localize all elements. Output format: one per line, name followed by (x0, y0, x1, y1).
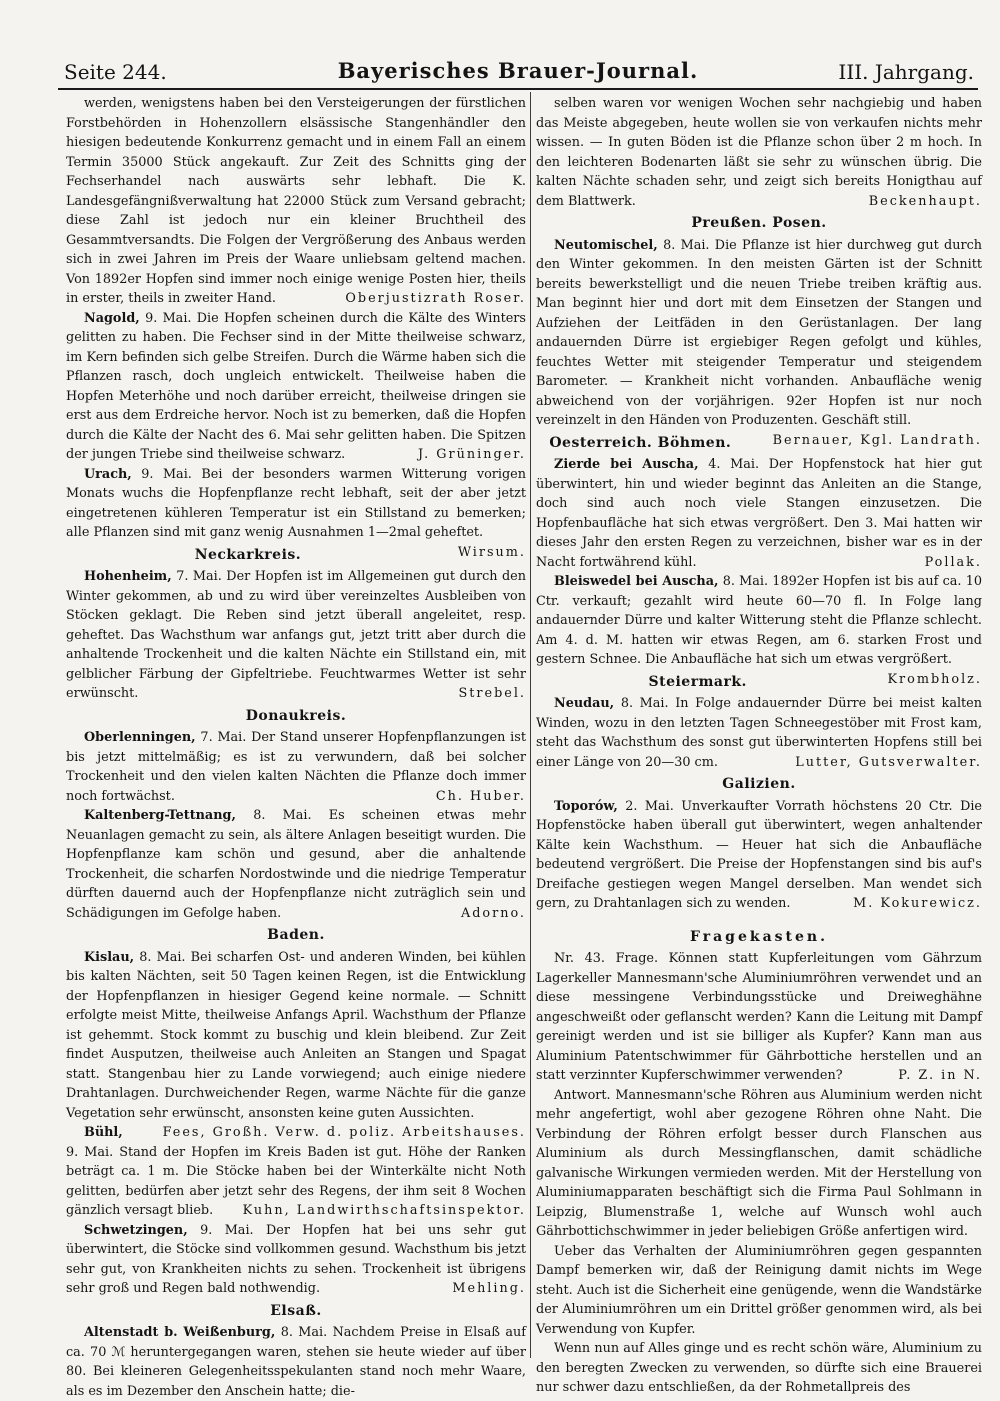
section-heading: Galizien. (722, 776, 796, 792)
report-paragraph (66, 309, 526, 465)
place-name: Oberlenningen, (84, 730, 196, 745)
report-paragraph (66, 567, 526, 704)
signature: Wirsum. (457, 544, 526, 560)
right-column (536, 94, 983, 1395)
signature: Adorno. (460, 905, 526, 921)
journal-title: Bayerisches Brauer-Journal. (337, 58, 699, 83)
paragraph-text: 8. Mai. In Folge andauernder Dürre bei meist kalten Winden, wozu in den letzten Tagen Schneegestöber mit Frost kam, steht das Wachsthum des sonst gut überwinterten Hopfens still bei einer Länge von 20—30 cm. (536, 696, 982, 770)
report-paragraph (536, 797, 982, 914)
signature: Strebel. (458, 686, 526, 701)
signature: Oberjustizrath Roser. (345, 291, 526, 306)
paragraph-text: 8. Mai. Nachdem Preise in Elsaß auf ca. 70 ℳ heruntergegangen waren, stehen sie heute wieder auf über 80. Bei kleineren Gelegenheitsspekulanten stand noch mehr Waare, als es im Dezember den Anschein hatte; die- (66, 1325, 526, 1399)
page-number: Seite 244. (64, 60, 167, 84)
place-name: Toporów, (554, 798, 618, 814)
left-column (66, 94, 527, 1399)
signature: Lutter, Gutsverwalter. (795, 754, 982, 770)
paragraph-text: 8. Mai. 1892er Hopfen ist bis auf ca. 10 Ctr. verkauft; gezahlt wird heute 60—70 fl. In Folge lang andauernder Dürre und kalter Witterung steht die Pflanze schlecht. Am 4. d. M. hatten wir etwas Regen, am 6. starken Frost und gestern Schnee. Die Anbaufläche hat sich um etwas vergrößert. (536, 574, 983, 667)
report-paragraph (66, 1323, 526, 1401)
text-paragraph (536, 949, 982, 1086)
place-name: Schwetzingen, (84, 1222, 188, 1238)
place-name: Kaltenberg-Tettnang, (84, 808, 236, 823)
paragraph-text: 9. Mai. Der Hopfen hat bei uns sehr gut überwintert, die Stöcke sind vollkommen gesund. Wachsthum bis jetzt sehr gut, von Krankheiten nichts zu sehen. Trockenheit ist übrigens sehr groß und Regen bald nothwendig. (66, 1222, 526, 1296)
place-name: Kislau, (84, 949, 135, 965)
paragraph-text: Ueber das Verhalten der Aluminiumröhren gegen gespannten Dampf bemerken wir, daß der Reinigung damit nichts im Wege steht. Auch ist die Sicherheit eine genügende, wenn die Wandstärke der Aluminiumröhren um ein Drittel größer genommen wird, als bei Verwendung von Kupfer. (536, 1243, 982, 1337)
section-heading: Donaukreis. (245, 707, 347, 724)
section-heading: Elsaß. (270, 1302, 322, 1319)
text-paragraph (536, 1086, 982, 1242)
place-name: Neudau, (554, 696, 615, 711)
place-name: Neutomischel, (554, 237, 658, 253)
report-paragraph (66, 806, 526, 923)
report-paragraph (66, 728, 526, 806)
place-name: Bleiswedel bei Auscha, (554, 574, 719, 589)
signature: P. Z. in N. (898, 1068, 982, 1083)
paragraph-text: selben waren vor wenigen Wochen sehr nachgiebig und haben das Meiste abgegeben, heute wollen sie von verkaufen nichts mehr wissen. — In guten Böden ist die Pflanze schon über 2 m hoch. In den leichteren Bodenarten läßt sie sehr zu wünschen übrig. Die kalten Nächte schaden sehr, und zeigt sich bereits Honigthau auf dem Blattwerk. (536, 96, 982, 209)
signature: J. Grüninger. (418, 447, 526, 462)
place-name: Bühl, (84, 1125, 123, 1140)
paragraph-text: Nr. 43. Frage. Können statt Kupferleitungen vom Gährzum Lagerkeller Mannesmann'sche Aluminiumröhren verwendet und an diese messingene Verbindungsstücke und Dreiweghähne angeschweißt oder geflanscht werden? Kann die Leitung mit Dampf gereinigt werden und ist sie billiger als Kupfer? Kann man aus Aluminium Patentschwimmer für Gährbottiche herstellen und an statt verzinnter Kupferschwimmer verwenden? (536, 951, 982, 1083)
paragraph-text: 4. Mai. Der Hopfenstock hat hier gut überwintert, hin und wieder beginnt das Anleiten an die Stange, doch sind auch noch viele Stangen einzusetzen. Die Hopfenbaufläche hat sich etwas vergrößert. Den 3. Mai hatten wir dieses Jahr den ersten Regen zu verzeichnen, bisher war es in der Nacht fortwährend kühl. (536, 457, 982, 570)
paragraph-text: 8. Mai. Bei scharfen Ost- und anderen Winden, bei kühlen bis kalten Nächten, seit 50 Tagen keinen Regen, ist die Entwicklung der Hopfenpflanzen in hiesiger Gegend keine normale. — Schnitt erfolgte meist Mitte, theilweise Anfangs April. Wachsthum der Pflanze ist gehemmt. Stock kommt zu buschig und klein bleibend. Zur Zeit findet Ausputzen, theilweise auch Anleiten an Stangen und Spagat statt. Stangenbau hier zu Lande vorwiegend; auch einige niedere Drahtanlagen. Durchweichender Regen, warme Nächte für die ganze Vegetation sehr erwünscht, ansonsten keine guten Aussichten. (66, 949, 526, 1121)
paragraph-text: 8. Mai. Es scheinen etwas mehr Neuanlagen gemacht zu sein, als ältere Anlagen beseitigt wurden. Die Hopfenpflanze kam schön und gesund, aber die anhaltende Trockenheit, die scharfen Nordostwinde und die niedrige Temperatur dürften dauernd auch der Hopfenpflanze nicht zuträglich sein und Schädigungen im Gefolge haben. (66, 808, 527, 921)
signature: Fees, Großh. Verw. d. poliz. Arbeitshauses. (162, 1125, 526, 1140)
place-name: Altenstadt b. Weißenburg, (84, 1325, 276, 1340)
paragraph-text: 9. Mai. Bei der besonders warmen Witterung vorigen Monats wuchs die Hopfenpflanze recht lebhaft, seit der aber jetzt eingetretenen kühleren Temperatur ist ein Stillstand zu bemerken; alle Pflanzen sind mit ganz wenig Ausnahmen 1—2mal geheftet. (66, 466, 526, 540)
section-heading: Steiermark. (648, 673, 747, 690)
text-paragraph (66, 94, 526, 309)
signature: M. Kokurewicz. (853, 896, 982, 911)
text-paragraph (536, 94, 982, 211)
paragraph-text: Wenn nun auf Alles ginge und es recht schön wäre, Aluminium zu den beregten Zwecken zu verwenden, so dürfte sich eine Brauerei nur schwer dazu entschließen, da der Rohmetallpreis des (536, 1341, 982, 1395)
text-paragraph (536, 1339, 982, 1398)
section-heading: Fragekasten. (690, 928, 828, 945)
paragraph-text: 9. Mai. Stand der Hopfen im Kreis Baden ist gut. Höhe der Ranken beträgt ca. 1 m. Die Stöcke haben bei der Winterkälte nicht Noth gelitten, bedürfen aber jetzt sehr des Regens, der ihm seit 8 Wochen gänzlich versagt blieb. (66, 1144, 526, 1218)
paragraph-text: 2. Mai. Unverkaufter Vorrath höchstens 20 Ctr. Die Hopfenstöcke haben überall gut überwintert, wegen anhaltender Kälte kein Wachsthum. — Heuer hat sich die Anbaufläche bedeutend vergrößert. Die Preise der Hopfenstangen sind bis auf's Dreifache gestiegen wegen Mangel derselben. Man wendet sich gern, zu Drahtanlagen sich zu wenden. (536, 798, 982, 911)
signature: Mehling. (452, 1281, 526, 1296)
page-header (58, 54, 978, 90)
report-paragraph (536, 694, 982, 772)
signature: Beckenhaupt. (868, 193, 982, 209)
signature: Bernauer, Kgl. Landrath. (772, 432, 982, 448)
signature: Pollak. (924, 554, 982, 570)
section-heading: Baden. (267, 927, 325, 943)
section-heading: Neckarkreis. (194, 546, 302, 563)
paragraph-text: 7. Mai. Der Hopfen ist im Allgemeinen gut durch den Winter gekommen, ab und zu wird über vereinzeltes Ausbleiben von Stöcken geklagt. Die Reben sind jetzt überall angeleitet, resp. geheftet. Das Wachsthum war anfangs gut, jetzt tritt aber durch die anhaltende Trockenheit und die kalten Nächte ein Stillstand ein, mit gelblicher Färbung der Gipfeltriebe. Feuchtwarmes Wetter ist sehr erwünscht. (66, 569, 526, 701)
signature: Ch. Huber. (435, 788, 526, 804)
paragraph-text: 9. Mai. Die Hopfen scheinen durch die Kälte des Winters gelitten zu haben. Die Fechser sind in der Mitte theilweise schwarz, im Kern befinden sich gelbe Streifen. Durch die Wärme haben sich die Pflanzen rasch, doch ungleich entwickelt. Theilweise haben die Hopfen Meterhöhe und noch darüber erreicht, theilweise dringen sie erst aus dem Erdreiche hervor. Noch ist zu bemerken, daß die Hopfen durch die Kälte der Nacht des 6. Mai sehr gelitten haben. Die Spitzen der jungen Triebe sind theilweise schwarz. (66, 310, 526, 462)
place-name: Urach, (84, 466, 132, 482)
column-divider (530, 92, 531, 1358)
place-name: Nagold, (84, 310, 140, 326)
volume-label: III. Jahrgang. (838, 60, 974, 84)
paragraph-text: 8. Mai. Die Pflanze ist hier durchweg gut durch den Winter gekommen. In den meisten Gärten ist der Schnitt bereits bewerkstelligt und die neuen Triebe treiben kräftig aus. Man beginnt hier und dort mit dem Einsetzen der Stangen und Aufziehen der Leitfäden in den Gerüstanlagen. Der lang andauernden Dürre ist ergiebiger Regen gefolgt und kühles, feuchtes Wetter mit steigender Temperatur und steigendem Barometer. — Krankheit nicht vorhanden. Anbaufläche wenig abweichend von der vorjährigen. 92er Hopfen ist nur noch vereinzelt in den Händen von Produzenten. Geschäft still. (536, 237, 982, 428)
place-name: Hohenheim, (84, 569, 172, 584)
section-heading: Oesterreich. Böhmen. (549, 434, 732, 451)
paragraph-text: Antwort. Mannesmann'sche Röhren aus Aluminium werden nicht mehr angefertigt, wohl aber gezogene Röhren ohne Naht. Die Verbindung der Röhren erfolgt besser durch Flanschen aus Aluminium als durch Messingflanschen, damit schädliche galvanische Wirkungen vermieden werden. Mit der Herstellung von Aluminiumapparaten beschäftigt sich die Firma Paul Sohlmann in Leipzig, Blumenstraße 1, welche auf Wunsch wohl auch Gährbottichschwimmer in jeder beliebigen Größe anfertigen wird. (536, 1087, 982, 1239)
signature: Krombholz. (887, 671, 982, 687)
place-name: Zierde bei Auscha, (554, 457, 699, 472)
section-heading: Preußen. Posen. (691, 215, 827, 231)
paragraph-text: werden, wenigstens haben bei den Versteigerungen der fürstlichen Forstbehörden in Hohenzollern elsässische Stangenhändler den hiesigen bedeutende Konkurrenz gemacht und in einem Fall an einem Termin 35000 Stück angekauft. Zur Zeit des Schnitts ging der Fechserhandel nach auswärts sehr lebhaft. Die K. Landesgefängnißverwaltung hat 22000 Stück zum Versand gebracht; diese Zahl ist jedoch nur ein kleiner Bruchtheil des Gesammtversandts. Die Folgen der Vergrößerung des Anbaus werden sich in zwei Jahren im Preis der Waare unliebsam geltend machen. Von 1892er Hopfen sind immer noch einige wenige Posten hier, theils in erster, theils in zweiter Hand. (66, 96, 526, 306)
report-paragraph (536, 455, 982, 572)
paragraph-text: 7. Mai. Der Stand unserer Hopfenpflanzungen ist bis jetzt mittelmäßig; es ist zu verwundern, daß bei solcher Trockenheit und den vielen kalten Nächten die Pflanze doch immer noch fortwächst. (66, 730, 526, 804)
report-paragraph (66, 1221, 526, 1299)
text-paragraph (536, 1242, 982, 1340)
signature: Kuhn, Landwirthschaftsinspektor. (242, 1203, 526, 1218)
